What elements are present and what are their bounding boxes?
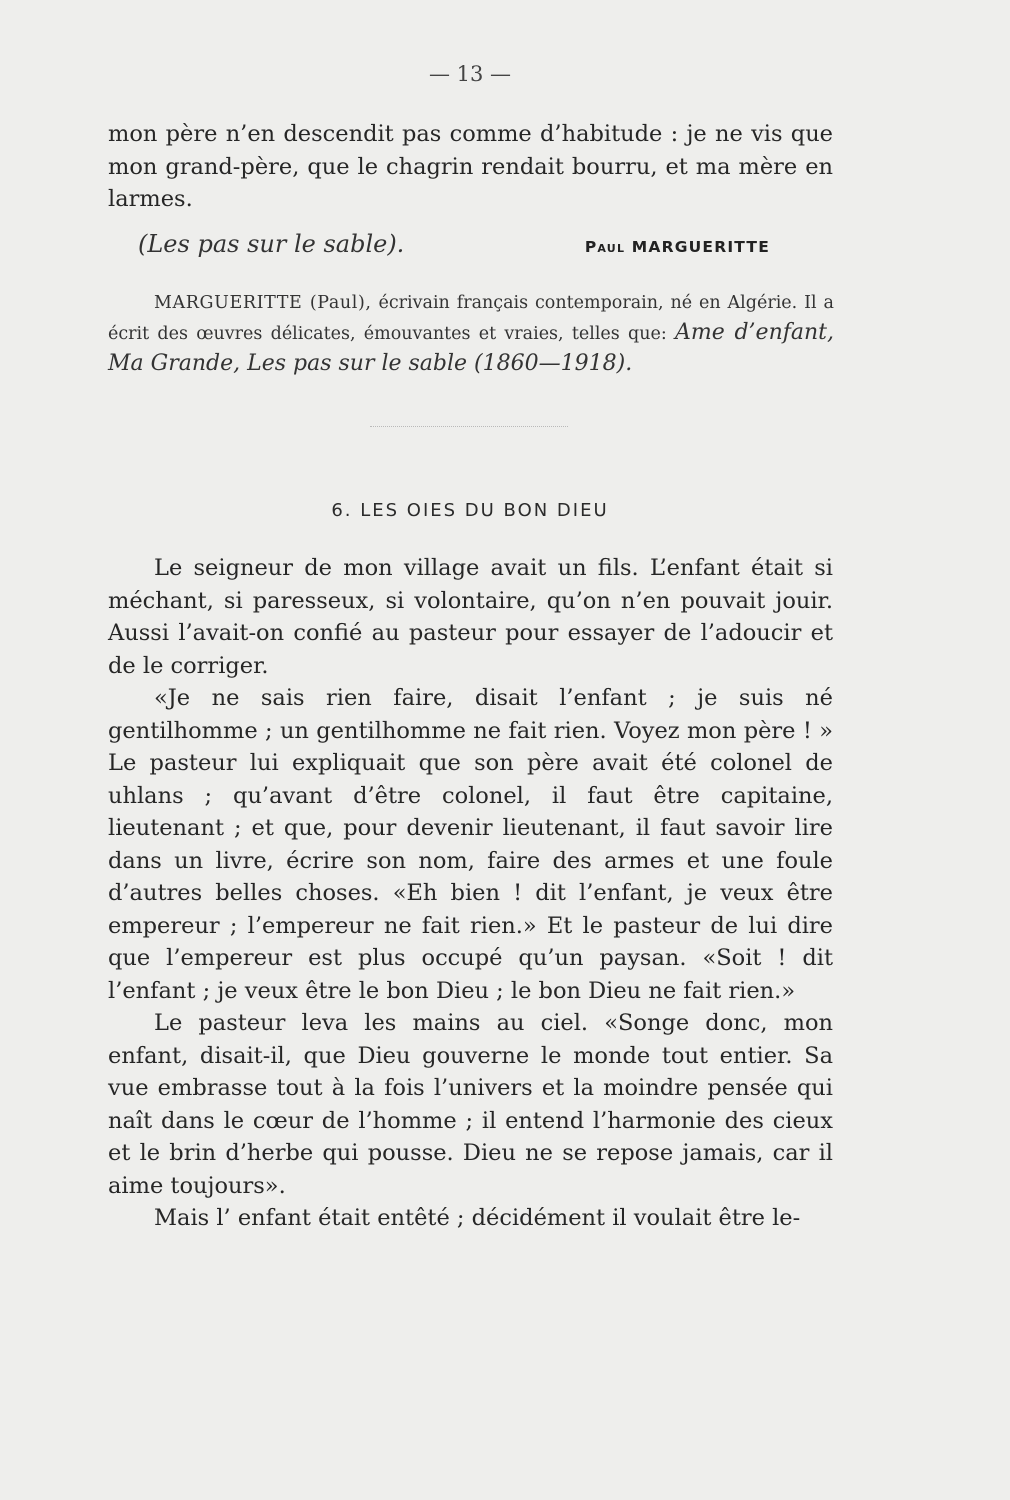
story-paragraph: Le pasteur leva les mains au ciel. «Songe donc, mon enfant, disait-il, que Dieu gouverne le monde tout entier. Sa vue embrasse tout à la fois l’univers et la moindre pensée qui naît dans le cœur de l’homme ; il entend l’harmonie des cieux et le brin d’herbe qui pousse. Dieu ne se repose jamais, car il aime toujours». bbox=[108, 1010, 833, 1199]
biography-text: écrivain français contemporain, né en Algérie. Il a écrit des œuvres délicates, émouvantes et vraies, telles que: bbox=[108, 293, 834, 344]
paragraph: mon père n’en descendit pas comme d’habitude : je ne vis que mon grand-père, que le chagrin rendait bourru, et ma mère en larmes. bbox=[108, 121, 833, 212]
source-title: (Les pas sur le sable). bbox=[138, 230, 405, 258]
biography-author-name: MARGUERITTE (Paul), bbox=[154, 293, 372, 313]
biography-paragraph bbox=[108, 288, 834, 380]
biography-works: Ame d’enfant, Ma Grande, Les pas sur le sable bbox=[108, 320, 834, 376]
story-text bbox=[108, 552, 833, 1235]
author-biography bbox=[108, 288, 834, 380]
author-signature: Paul MARGUERITTE bbox=[584, 238, 770, 256]
biography-dates: (1860—1918). bbox=[467, 351, 633, 376]
story-paragraph: «Je ne sais rien faire, disait l’enfant ; je suis né gentilhomme ; un gentilhomme ne fait rien. Voyez mon père ! » Le pasteur lui expliquait que son père avait été colonel de uhlans ; qu’avant d’être colonel, il faut être capitaine, lieutenant ; et que, pour devenir lieutenant, il faut savoir lire dans un livre, écrire son nom, faire des armes et une foule d’autres belles choses. «Eh bien ! dit l’enfant, je veux être empereur ; l’empereur ne fait rien.» Et le pasteur de lui dire que l’empereur est plus occupé qu’un paysan. «Soit ! dit l’enfant ; je veux être le bon Dieu ; le bon Dieu ne fait rien.» bbox=[108, 685, 833, 1004]
section-heading: 6. LES OIES DU BON DIEU bbox=[331, 500, 609, 521]
continued-paragraph bbox=[108, 118, 833, 216]
source-citation bbox=[138, 230, 770, 258]
story-paragraph: Mais l’ enfant était entêté ; décidément il voulait être le- bbox=[154, 1205, 801, 1231]
page-number: — 13 — bbox=[428, 62, 512, 86]
story-paragraph: Le seigneur de mon village avait un fils. L’enfant était si méchant, si paresseux, si volontaire, qu’on n’en pouvait jouir. Aussi l’avait-on confié au pasteur pour essayer de l’adoucir et de le corriger. bbox=[108, 555, 833, 679]
section-divider bbox=[370, 426, 568, 427]
